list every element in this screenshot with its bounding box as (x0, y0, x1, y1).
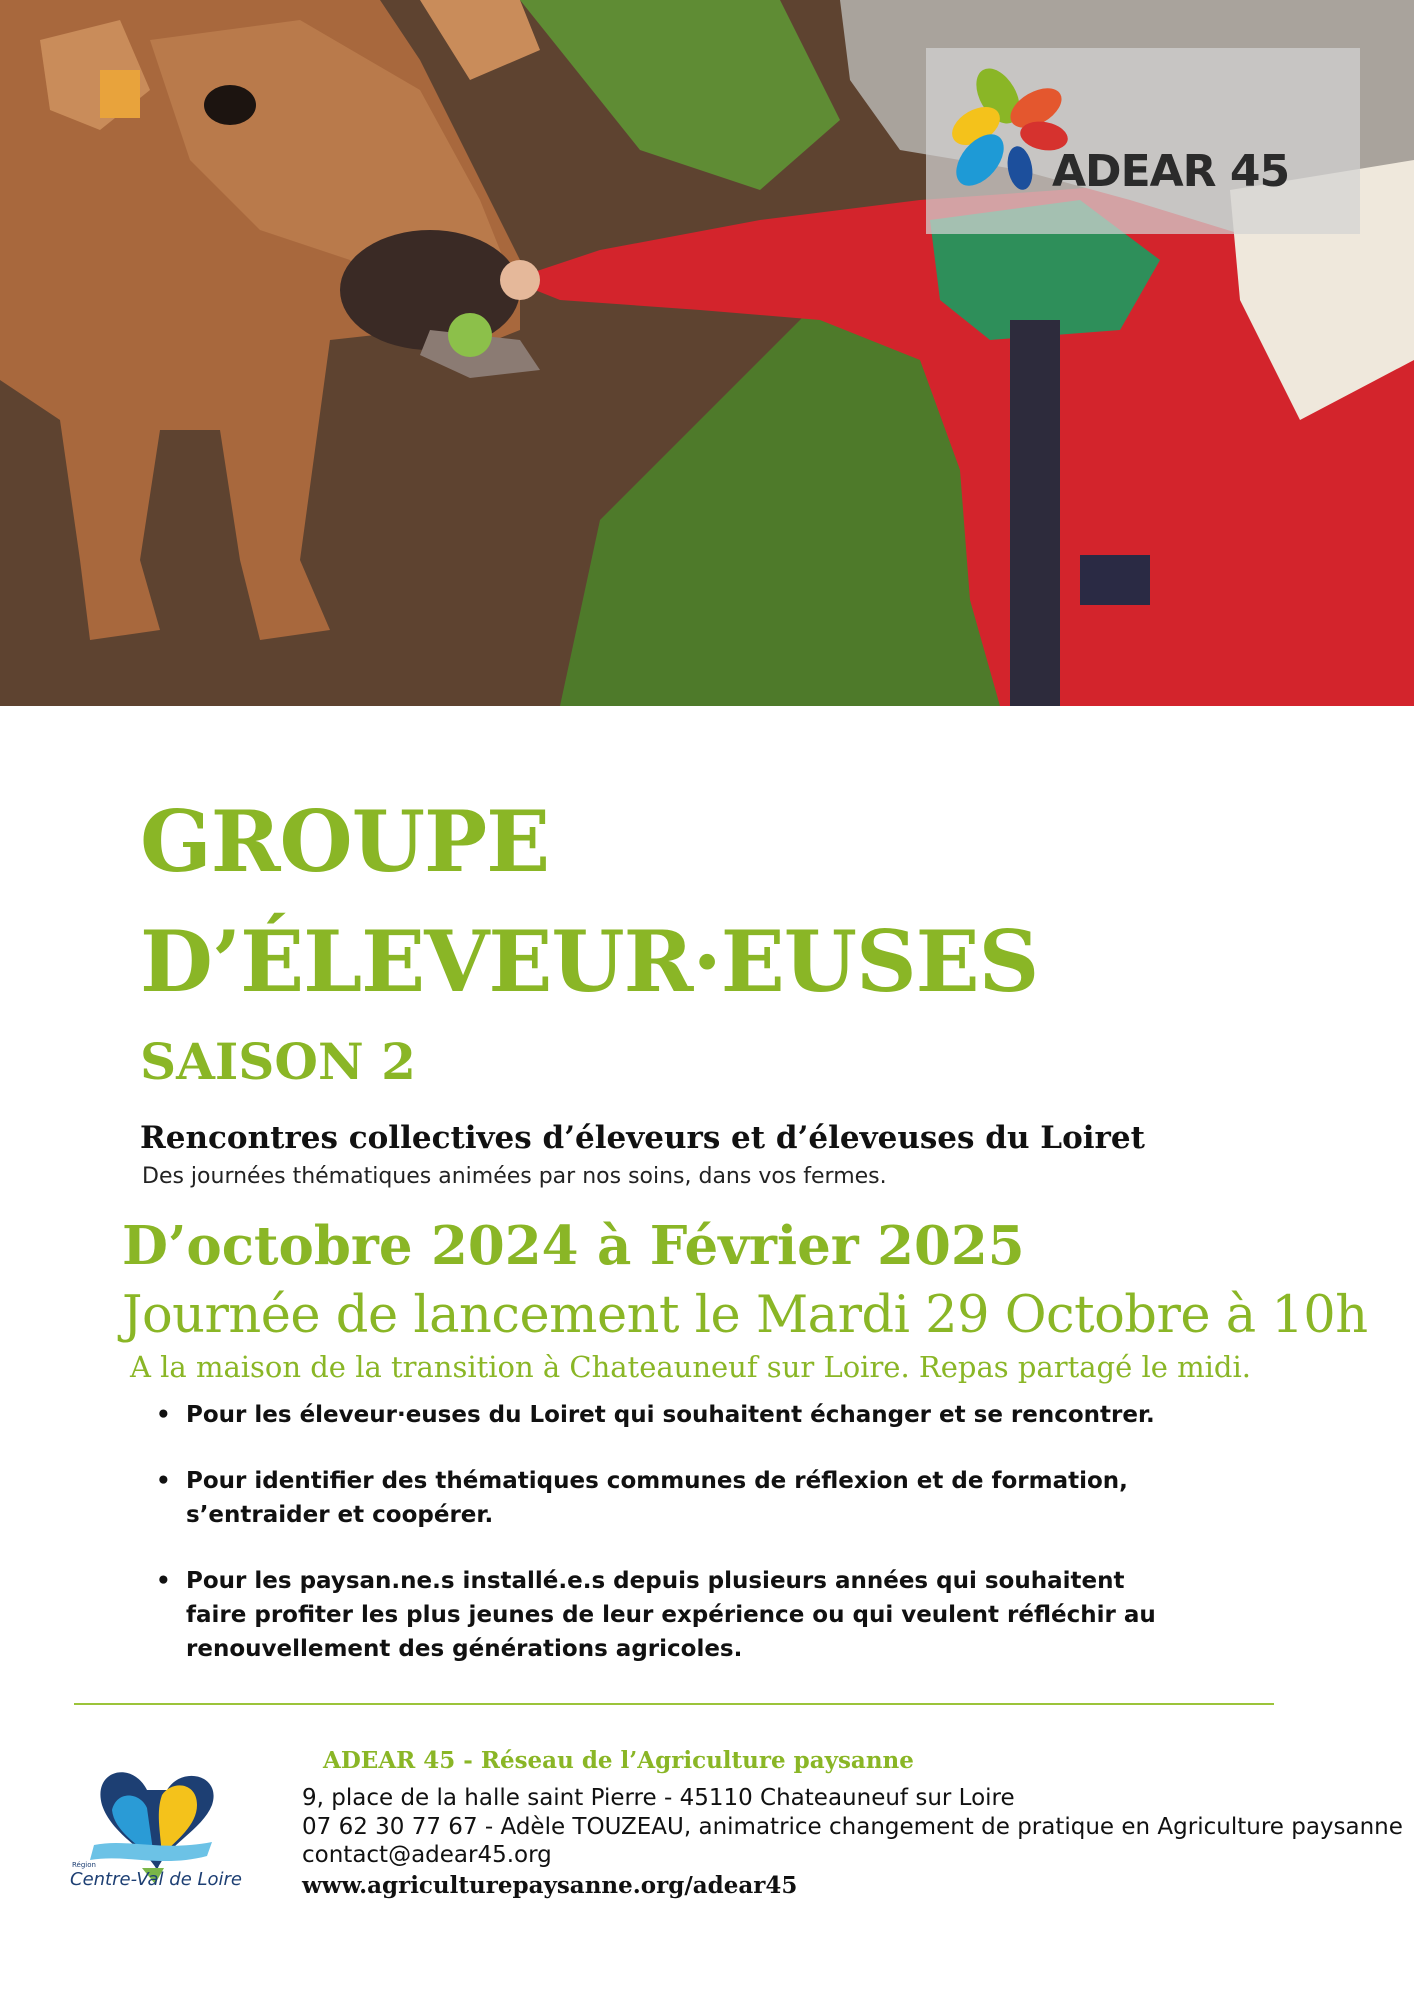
org-name: ADEAR 45 - Réseau de l’Agriculture paysanne (323, 1747, 914, 1774)
adear-logo (926, 48, 1360, 234)
bullet-dot-icon: • (156, 1402, 171, 1428)
cow-eye (204, 85, 256, 125)
hand (500, 260, 540, 300)
bullet-list (150, 1398, 1260, 1666)
tagline: Des journées thématiques animées par nos soins, dans vos fermes. (142, 1164, 887, 1189)
hero-photo (0, 0, 1414, 706)
ear-tag (100, 70, 140, 118)
title-line-1: GROUPE (140, 792, 550, 891)
title-line-2: D’ÉLEVEUR·EUSES (140, 912, 1039, 1011)
phone-contact: 07 62 30 77 67 - Adèle TOUZEAU, animatrice changement de pratique en Agriculture paysanne (302, 1814, 1403, 1840)
website-link[interactable]: www.agriculturepaysanne.org/adear45 (302, 1872, 798, 1899)
bullet-dot-icon: • (156, 1568, 171, 1594)
bullet-text: Pour les paysan.ne.s installé.e.s depuis plusieurs années qui souhaitent faire profiter les plus jeunes de leur expérience ou qui veulent réfléchir au renouvellement des générations agricoles. (186, 1568, 1156, 1662)
address: 9, place de la halle saint Pierre - 45110 Chateauneuf sur Loire (302, 1785, 1015, 1811)
subtitle: Rencontres collectives d’éleveurs et d’éleveuses du Loiret (140, 1120, 1145, 1156)
jacket-badge (1080, 555, 1150, 605)
section-divider (74, 1703, 1274, 1705)
region-name: Centre-Val de Loire (70, 1869, 243, 1890)
bullet-dot-icon: • (156, 1468, 171, 1494)
launch-heading: Journée de lancement le Mardi 29 Octobre à 10h (122, 1286, 1368, 1345)
jacket-dark-stripe (1010, 320, 1060, 706)
email-link[interactable]: contact@adear45.org (302, 1842, 552, 1868)
bullet-text: Pour identifier des thématiques communes de réflexion et de formation, s’entraider et coopérer. (186, 1468, 1128, 1528)
bullet-text: Pour les éleveur·euses du Loiret qui souhaitent échanger et se rencontrer. (186, 1402, 1155, 1428)
region-small-label: Région (72, 1861, 96, 1869)
period-heading: D’octobre 2024 à Février 2025 (122, 1215, 1025, 1277)
leaf (448, 313, 492, 357)
bullet-item (150, 1464, 1260, 1532)
season-label: SAISON 2 (140, 1032, 416, 1091)
bullet-item (150, 1398, 1260, 1432)
logo-text: ADEAR 45 (1052, 146, 1290, 197)
bullet-item (150, 1564, 1260, 1666)
place-line: A la maison de la transition à Chateauneuf sur Loire. Repas partagé le midi. (130, 1350, 1251, 1384)
